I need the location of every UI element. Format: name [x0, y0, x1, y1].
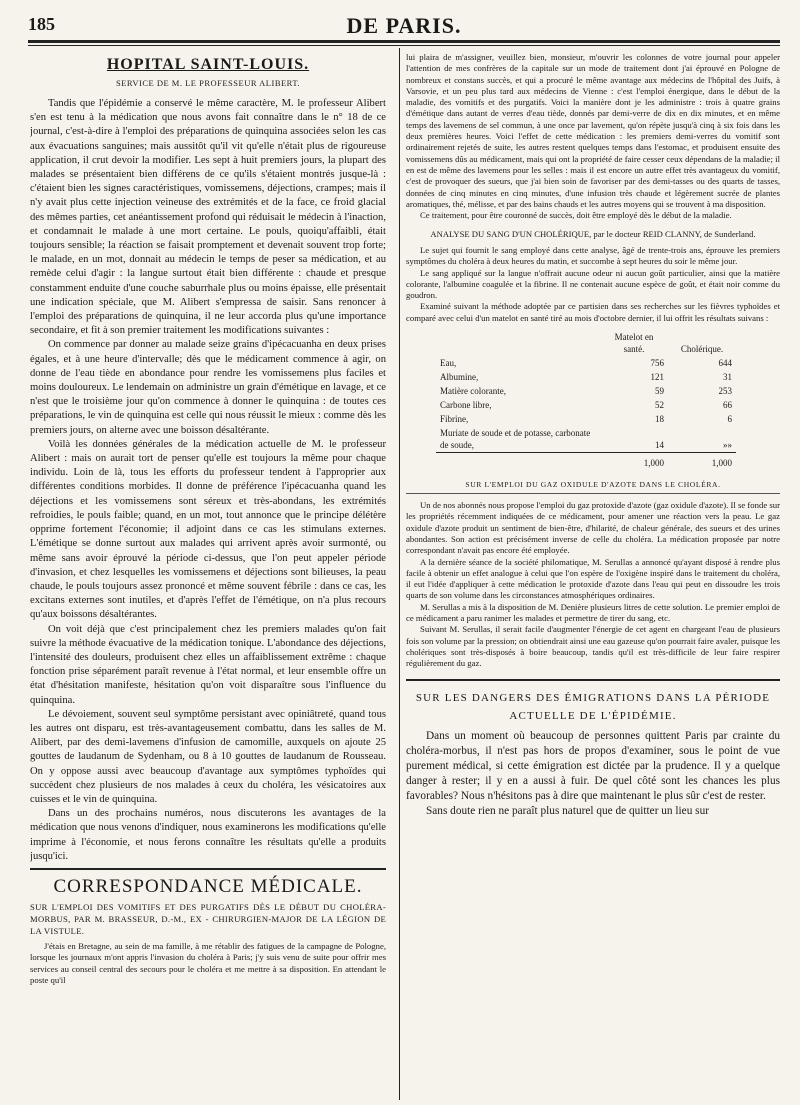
- analyse-paragraph: Examiné suivant la méthode adoptée par ce partisien dans ses recherches sur les fièvres typhoïdes et comparé avec celui d'un matelot en santé tiré au mois d'octobre dernier, il lui offrit les résultats suivans :: [406, 301, 780, 323]
- header-rule: [28, 40, 780, 43]
- paragraph: On voit déjà que c'est principalement chez les premiers malades qu'on fait suivre la méthode évacuative de la médication tonique. L'abondance des déjections, l'intensité des douleurs, produisent chez elles un affaiblissement extrême : chaque fonction prise séparément paraît revenue à l'état normal, et leur ensemble offre un état d'hésitation manifeste, hésitation qu'on voit disparaître sous l'influence du quinquina.: [30, 623, 386, 706]
- paragraph: Tandis que l'épidémie a conservé le même caractère, M. le professeur Alibert s'en est tenu à la médication que nous avons fait connaître dans le n° 18 de ce journal, c'est-à-dire à l'emploi des préparations de quinquina associées selon les cas aux évacuations sanguines; mais aussitôt qu'il vit qu'elle n'était plus de rigoureuse application, il crut devoir la modifier. Les sept à huit premiers jours, la plupart des malades se présentaient bien différens de ce qu'ils s'étaient montrés jusque-là : c'étaient bien les signes caractéristiques, vomissemens, déjections, crampes; mais il n'y avait plus cette injection veineuse des extrémités et de la face, ce froid glacial des mêmes parties, cet anéantissement profond qui réduisait le médecin à l'inaction, et condamnait le malade à une mort certaine. Le pouls, quoiqu'affaibli, était toujours sensible; la réaction se faisait promptement et devenait souvent trop forte; le malade, en un mot, donnait au médecin le temps de peser sa médication, et au remède celui d'agir : la langue surtout était bien différente : chaude et presque constamment enduite d'une couche saburrhale plus ou moins épaisse, elle présentait une indication spéciale, que M. Alibert s'empressa de saisir. Sans renoncer à l'emploi des préparations de quinquina, il ne leur accorda plus qu'une importance secondaire, et fit à son premier traitement les modifications suivantes :: [30, 98, 386, 337]
- row-label: Carbone libre,: [440, 400, 492, 411]
- dangers-paragraph: Dans un moment où beaucoup de personnes quittent Paris par crainte du choléra-morbus, il n'est pas hors de propos d'examiner, sous le point de vue purement médical, si cette émigration est dictée par la prudence. Il y a quelque danger à rester; il y en a aussi à fuir. De quel côté sont les chances les plus favorables? Nous n'hésitons pas à dire que maintenant le plus sûr c'est de rester.: [406, 730, 780, 803]
- cell-cholera: »»: [723, 440, 732, 451]
- table-row: [436, 426, 736, 453]
- running-title: DE PARIS.: [346, 13, 462, 38]
- cell-cholera: 31: [723, 372, 732, 383]
- cell-cholera: 253: [718, 386, 732, 397]
- total-cholera: 1,000: [668, 453, 736, 471]
- paragraph: On commence par donner au malade seize grains d'ipécacuanha en deux prises égales, et à une heure d'intervalle; dès que le médicament commence à agir, on donne de l'eau tiède en abondance pour rendre les vomissemens plus faciles et moins douloureux. Le lendemain on administre un grain d'émétique en lavage, et ce n'est que le troisième jour qu'on commence à donner le quinquina : de toutes ces préparations, le vin de quinquina est celle qui nous réussit le mieux : comme dès les premiers jours, on alterne avec une boisson désaltérante.: [30, 339, 386, 436]
- analyse-paragraph: Le sang appliqué sur la langue n'offrait aucune odeur ni aucun goût particulier, ainsi que la matière colorante, l'albumine coagulée et la fibrine. Il ne contenait aucune espèce de goût, et était noir comme du goudron.: [406, 267, 780, 301]
- table-row: [436, 398, 736, 412]
- header-rule-thin: [28, 45, 780, 46]
- column-header: Cholérique.: [680, 344, 724, 355]
- page-header: [28, 10, 780, 38]
- cell-healthy: 756: [650, 358, 664, 369]
- correspondance-subtitle: SUR L'EMPLOI DES VOMITIFS ET DES PURGATIFS DÈS LE DÉBUT DU CHOLÉRA-MORBUS, PAR M. BRASSEUR, D.-M., EX - CHIRURGIEN-MAJOR DE LA LÉGION DE LA VISTULE.: [30, 901, 386, 936]
- cell-healthy: 59: [655, 386, 664, 397]
- cell-healthy: 14: [655, 440, 664, 451]
- cell-healthy: 52: [655, 400, 664, 411]
- gaz-paragraph: A la dernière séance de la société philomatique, M. Serullas a annoncé qu'ayant disposé à rendre plus facile à obtenir un effet analogue à celui que l'on espère de l'oxigène inspiré dans le traitement du choléra, il eut l'idée d'appliquer à cette médication le protoxide d'azote dans l'eau qui peut en dissoudre les trois quarts de son volume dans les circonstances atmosphériques ordinaires.: [406, 556, 780, 601]
- page-number: 185: [28, 14, 55, 34]
- gaz-paragraph: M. Serullas a mis à la disposition de M. Denière plusieurs litres de cette solution. Le premier emploi de ce médicament a paru ranimer les malades et permettre de tirer du sang, etc.: [406, 601, 780, 623]
- cell-healthy: 121: [650, 372, 664, 383]
- table-row: [436, 370, 736, 384]
- paragraph: Dans un des prochains numéros, nous discuterons les avantages de la médication que nous venons d'indiquer, nous examinerons les modifications qu'elle imprime à l'économie, et nous ferons connaître les résultats qu'elle a produits jusqu'ici.: [30, 808, 386, 862]
- right-column: [406, 52, 780, 819]
- gaz-title: SUR L'EMPLOI DU GAZ OXIDULE D'AZOTE DANS LE CHOLÉRA.: [406, 480, 780, 494]
- cell-cholera: 6: [727, 414, 732, 425]
- row-label: Fibrine,: [440, 414, 469, 425]
- correspondance-letter: J'étais en Bretagne, au sein de ma famille, à me rétablir des fatigues de la campagne de Pologne, lorsque les journaux m'ont appris l'invasion du choléra à Paris; j'y suis venu de suite pour offrir mes services au conseil central des secours pour le choléra et me mettre à sa disposition. En attendant le poste qu'il: [30, 940, 386, 985]
- gaz-paragraph: Un de nos abonnés nous propose l'emploi du gaz protoxide d'azote (gaz oxidule d'azote). Il se fonde sur les propriétés récemment indiquées de ce médicament, pour amener une réaction vers la peau. Le gaz oxidule d'azote produit un sentiment de bien-être, d'hilarité, de chaleur générale, des sueurs et des urines abondantes. Son action est précisément inverse de celle du choléra. La médication proposée par notre correspondant n'avait pas encore été employée.: [406, 500, 780, 556]
- dangers-title: SUR LES DANGERS DES ÉMIGRATIONS DANS LA PÉRIODE ACTUELLE DE L'ÉPIDÉMIE.: [406, 679, 780, 725]
- table-row: [436, 384, 736, 398]
- correspondance-title: CORRESPONDANCE MÉDICALE.: [30, 868, 386, 898]
- total-healthy: 1,000: [600, 453, 668, 471]
- analyse-paragraph: Le sujet qui fournit le sang employé dans cette analyse, âgé de trente-trois ans, éprouve les premiers symptômes du choléra à deux heures du matin, et succombe à sept heures du soir le même jour.: [406, 244, 780, 267]
- service-title: SERVICE DE M. LE PROFESSEUR ALIBERT.: [115, 78, 301, 88]
- table-row: [436, 412, 736, 426]
- cell-cholera: 644: [718, 358, 732, 369]
- letter-conclusion: Ce traitement, pour être couronné de succès, doit être employé dès le début de la maladie.: [420, 210, 732, 221]
- paragraph: Le dévoiement, souvent seul symptôme persistant avec opiniâtreté, quand tous les autres ont disparu, est très-avantageusement combattu, dans les salles de M. Alibert, par des demi-lavemens d'infusion de camomille, auxquels on ajoute 25 gouttes de laudanum de Sydenham, ou 8 à 10 gouttes de laudanum de Rousseau. On y oppose aussi avec beaucoup d'avantage aux symptômes typhoïdes qui succèdent chez plusieurs de nos malades à ceux du choléra, les vésicatoires aux cuisses et le vin de quinquina.: [30, 708, 386, 805]
- column-divider: [399, 48, 400, 1100]
- table-header-row: [436, 330, 736, 356]
- row-label: Albumine,: [440, 372, 479, 383]
- row-label: Eau,: [440, 358, 457, 369]
- analyse-title: ANALYSE DU SANG D'UN CHOLÉRIQUE, par le docteur REID CLANNY, de Sunderland.: [430, 229, 756, 240]
- cell-healthy: 18: [655, 414, 664, 425]
- row-label: Matière colorante,: [440, 386, 506, 397]
- gaz-paragraph: Suivant M. Serullas, il serait facile d'augmenter l'énergie de cet agent en chargeant l'eau de plusieurs fois son volume par la pression; on obtiendrait ainsi une eau gazeuse qu'on pourrait faire avaler, puisque les cholériques sont très-disposés à boire beaucoup, tandis qu'il est très-difficile de leur faire respirer régulièrement du gaz.: [406, 624, 780, 669]
- cell-cholera: 66: [723, 400, 732, 411]
- column-header: Matelot en santé.: [614, 332, 654, 355]
- paragraph: Voilà les données générales de la médication actuelle de M. le professeur Alibert : mais on aurait tort de penser qu'elle est toujours la même pour chaque individu. Loin de là, tous les efforts du professeur tendent à l'approprier aux différentes conditions morbides. Il donne de préférence l'ipécacuanha quand les déjections et les vomissemens sont séreux et très-abondans, les extrémités refroidies, le pouls faible; quand, en un mot, tout annonce que le principe délétère opprime fortement l'économie; il adjoint dans ce cas les stimulans externes. L'émétique se donne surtout aux malades qui arrivent après avoir surmonté, ou même sans avoir éprouvé la période ci-dessus, que l'on peut appeler période d'invasion, et chez lesquelles les vomissemens et déjections sont bilieuses, la peau chaude, le pouls toujours assez prononcé et même souvent fébrile : dans ce cas, les excitans externes sont inutiles, et d'après l'effet de l'émétique, on n'a plus recours qu'aux boissons désaltérantes.: [30, 438, 386, 621]
- dangers-paragraph: Sans doute rien ne paraît plus naturel que de quitter un lieu sur: [426, 805, 709, 818]
- table-total-row: [436, 453, 736, 471]
- table-row: [436, 356, 736, 370]
- letter-continuation: lui plaira de m'assigner, veuillez bien, monsieur, m'ouvrir les colonnes de votre journal pour appeler l'attention de mes confrères de la capitale sur un mode de traitement dont j'ai éprouvé en Pologne de nombreux et constans succès, et qui a procuré le même avantage aux médecins de l'hôpital des Juifs, à Varsovie, et un peu plus tard aux médecins de Vienne : c'est l'emploi énergique, dans le début de la maladie, des vomitifs et des purgatifs. Voici la manière dont je les administre : trois à quatre grains d'émétique dans autant de verres d'eau tiède, donnés par demi-verre de dix en dix minutes, et en même temps des lavemens de sel commun, à une once par lavement, qu'on répète jusqu'à cinq à six fois dans les deux premières heures. Voici l'effet de cette médication : les premiers demi-verres du vomitif sont ordinairement rejetés de suite, les autres restent quelques temps dans l'estomac, et produisent ensuite des vomissemens dûs au médicament, mais qui ont la propriété de faire cesser ceux dépendans de la maladie; il en est de même des lavemens pour les selles : mais il est encore un autre effet très avantageux du vomitif, c'est de provoquer des sueurs, que j'ai bien soin de favoriser par des demi-tasses ou des quarts de tasses, données de cinq minutes en cinq minutes, d'une infusion très chaude et légèrement sucrée de plantes aromatiques, thé, mélisse, et par des bains chauds et les autres moyens qui se trouvent à ma disposition.: [406, 52, 780, 209]
- row-label: Muriate de soude et de potasse, carbonate de soude,: [440, 428, 591, 451]
- left-column: [30, 52, 386, 986]
- blood-analysis-table: [436, 330, 736, 470]
- hospital-title: HOPITAL SAINT-LOUIS.: [106, 56, 310, 73]
